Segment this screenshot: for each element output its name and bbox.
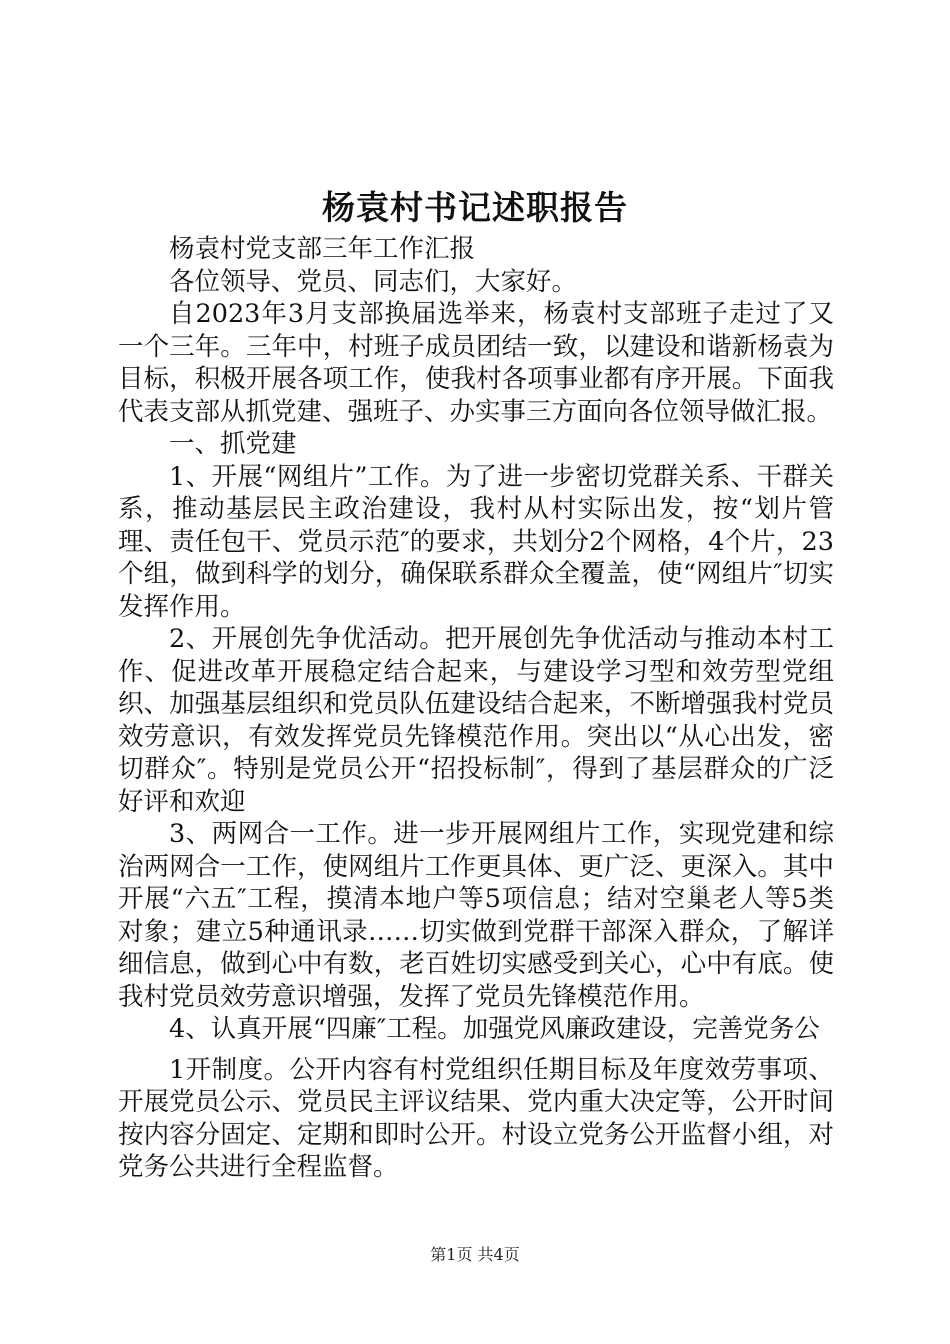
page-number: 第1页 共4页 bbox=[430, 1245, 520, 1264]
document-body bbox=[118, 233, 834, 1184]
document-title: 杨袁村书记述职报告 bbox=[322, 188, 628, 227]
paragraph-item-4-continued: 1开制度。公开内容有村党组织任期目标及年度效劳事项、开展党员公示、党员民主评议结果、党内重大决定等，公开时间按内容分固定、定期和即时公开。村设立党务公开监督小组，对党务公共进行全程监督。 bbox=[118, 1054, 834, 1182]
paragraph-heading-report: 杨袁村党支部三年工作汇报 bbox=[169, 234, 476, 264]
paragraph-item-3: 3、两网合一工作。进一步开展网组片工作，实现党建和综治两网合一工作，使网组片工作更具体、更广泛、更深入。其中开展“六五″工程，摸清本地户等5项信息；结对空巢老人等5类对象；建立5种通讯录……切实做到党群干部深入群众，了解详细信息，做到心中有数，老百姓切实感受到关心，心中有底。使我村党员效劳意识增强，发挥了党员先锋模范作用。 bbox=[118, 819, 834, 1012]
paragraph-greeting: 各位领导、党员、同志们，大家好。 bbox=[169, 266, 578, 297]
section-heading-party-building: 一、抓党建 bbox=[169, 429, 297, 459]
paragraph-item-4: 4、认真开展“四廉″工程。加强党风廉政建设，完善党务公 bbox=[169, 1014, 820, 1044]
paragraph-item-2: 2、开展创先争优活动。把开展创先争优活动与推动本村工作、促进改革开展稳定结合起来，与建设学习型和效劳型党组织、加强基层组织和党员队伍建设结合起来，不断增强我村党员效劳意识，有效发挥党员先锋模范作用。突出以“从心出发，密切群众″。特别是党员公开“招投标制″，得到了基层群众的广泛好评和欢迎 bbox=[118, 624, 834, 817]
paragraph-item-1: 1、开展“网组片”工作。为了进一步密切党群关系、干群关系，推动基层民主政治建设，我村从村实际出发，按“划片管理、责任包干、党员示范″的要求，共划分2个网格，4个片，23个组，做到科学的划分，确保联系群众全覆盖，使“网组片″切实发挥作用。 bbox=[118, 461, 834, 622]
paragraph-introduction: 自2023年3月支部换届选举来，杨袁村支部班子走过了又一个三年。三年中，村班子成员团结一致，以建设和谐新杨袁为目标，积极开展各项工作，使我村各项事业都有序开展。下面我代表支部从抓党建、强班子、办实事三方面向各位领导做汇报。 bbox=[118, 299, 834, 427]
